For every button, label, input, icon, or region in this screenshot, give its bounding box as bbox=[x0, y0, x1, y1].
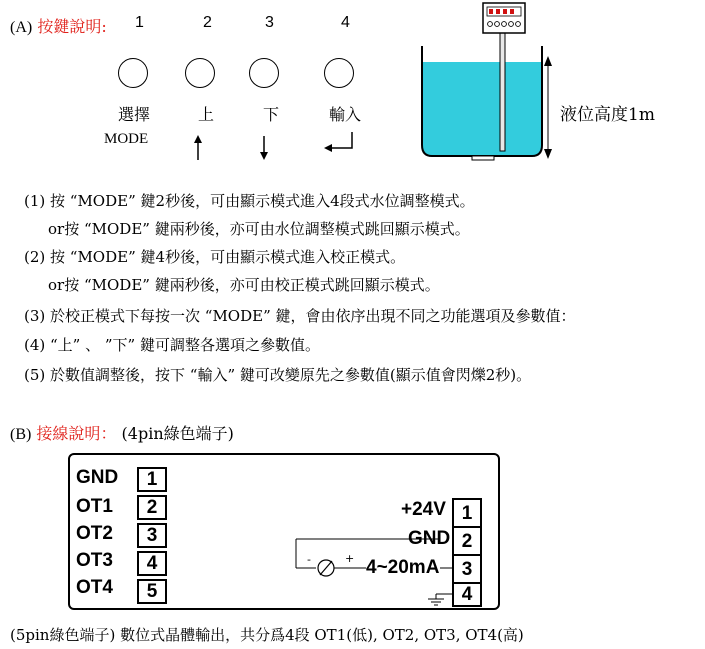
instruction-5: (5) 於數值調整後，按下 “輸入” 鍵可改變原先之參數值(顯示值會閃爍2秒)。 bbox=[24, 366, 532, 384]
up-arrow-icon bbox=[190, 134, 210, 162]
button-number-1: 1 bbox=[135, 14, 144, 31]
meter-minus-sign: - bbox=[307, 553, 311, 566]
tank-height-label: 液位高度1m bbox=[560, 105, 655, 125]
instruction-1-or: or按 “MODE” 鍵兩秒後，亦可由水位調整模式跳回顯示模式。 bbox=[48, 220, 470, 238]
left-terminal-label-gnd: GND bbox=[76, 467, 119, 488]
left-pin-5: 5 bbox=[137, 579, 167, 604]
left-pin-2: 2 bbox=[137, 495, 167, 520]
section-a-colon: : bbox=[101, 17, 107, 36]
up-button-label: 上 bbox=[198, 105, 215, 124]
right-pin-1: 1 bbox=[452, 498, 482, 528]
enter-button-circle bbox=[324, 58, 354, 88]
mode-sublabel: MODE bbox=[104, 131, 149, 147]
section-a-heading bbox=[10, 14, 107, 37]
up-button-circle bbox=[185, 58, 215, 88]
instruction-1: (1) 按 “MODE” 鍵2秒後，可由顯示模式進入4段式水位調整模式。 bbox=[24, 192, 475, 210]
right-terminal-label-gnd: GND bbox=[408, 528, 451, 549]
section-b-title: 接線說明 bbox=[36, 424, 101, 443]
button-number-4: 4 bbox=[341, 14, 350, 31]
down-button-label: 下 bbox=[263, 105, 280, 124]
left-terminal-label-ot4: OT4 bbox=[76, 577, 113, 598]
water-tank-illustration bbox=[410, 0, 580, 168]
down-arrow-icon bbox=[256, 134, 276, 162]
down-button-circle bbox=[249, 58, 279, 88]
section-a-prefix: (A) bbox=[10, 19, 33, 36]
button-number-2: 2 bbox=[203, 14, 212, 31]
mode-button-circle bbox=[118, 58, 148, 88]
section-b-subtitle: (4pin綠色端子) bbox=[121, 424, 234, 443]
left-terminal-label-ot3: OT3 bbox=[76, 550, 113, 571]
button-number-3: 3 bbox=[265, 14, 274, 31]
instruction-2-or: or按 “MODE” 鍵兩秒後，亦可由校正模式跳回顯示模式。 bbox=[48, 276, 440, 294]
left-pin-1: 1 bbox=[137, 467, 167, 492]
left-pin-4: 4 bbox=[137, 551, 167, 576]
right-terminal-label-current: 4~20mA bbox=[366, 557, 440, 578]
section-a-title: 按鍵說明 bbox=[37, 17, 102, 36]
instruction-2: (2) 按 “MODE” 鍵4秒後，可由顯示模式進入校正模式。 bbox=[24, 248, 406, 266]
right-pin-2: 2 bbox=[452, 526, 482, 556]
right-terminal-label-24v: +24V bbox=[401, 499, 446, 520]
instruction-4: (4) “上” 、 ”下” 鍵可調整各選項之參數值。 bbox=[24, 336, 320, 354]
left-terminal-label-ot1: OT1 bbox=[76, 496, 113, 517]
mode-button-label: 選擇 bbox=[118, 105, 151, 124]
right-pin-4: 4 bbox=[452, 582, 482, 607]
instruction-3: (3) 於校正模式下每按一次 “MODE” 鍵，會由依序出現不同之功能選項及參數值： bbox=[24, 307, 576, 325]
section-b-heading bbox=[10, 421, 234, 444]
section-b-colon: ： bbox=[100, 424, 117, 443]
section-b-prefix: (B) bbox=[10, 426, 32, 443]
enter-button-label: 輸入 bbox=[329, 105, 362, 124]
right-pin-3: 3 bbox=[452, 554, 482, 584]
section-b-footer: (5pin綠色端子) 數位式晶體輸出，共分爲4段 OT1(低), OT2, OT3, OT4(高) bbox=[10, 626, 524, 644]
enter-arrow-icon bbox=[322, 130, 358, 156]
left-pin-3: 3 bbox=[137, 523, 167, 548]
left-terminal-label-ot2: OT2 bbox=[76, 523, 113, 544]
meter-plus-sign: + bbox=[345, 552, 355, 565]
